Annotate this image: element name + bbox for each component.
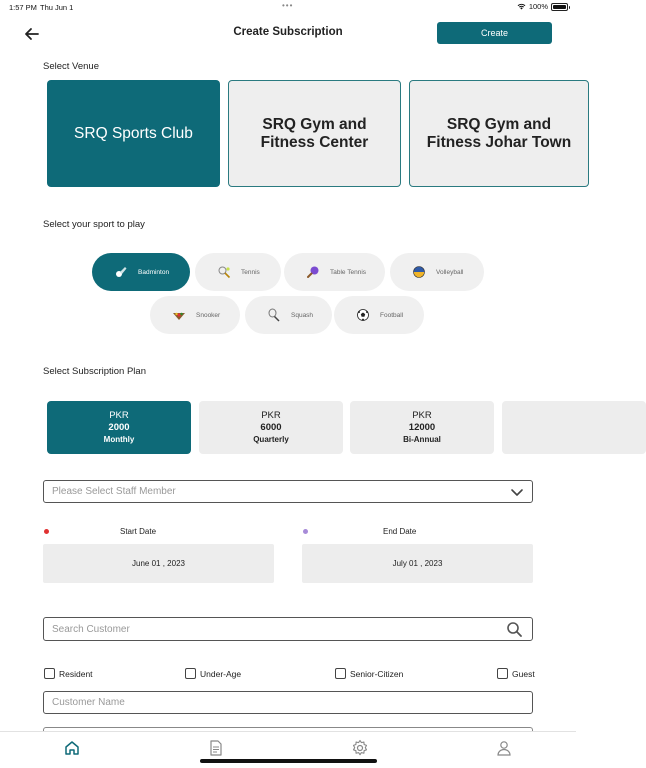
plan-card-partial[interactable] xyxy=(502,401,646,454)
staff-select-placeholder: Please Select Staff Member xyxy=(52,486,176,497)
start-date-label: Start Date xyxy=(120,527,157,536)
plan-card-bi-annual[interactable] xyxy=(350,401,494,454)
checkbox-label: Under-Age xyxy=(200,668,242,679)
header xyxy=(0,20,576,48)
end-date-field[interactable] xyxy=(302,544,533,583)
plan-currency: PKR xyxy=(261,409,281,421)
plan-carousel[interactable] xyxy=(47,401,533,455)
football-icon xyxy=(356,308,370,322)
sport-label: Table Tennis xyxy=(330,268,367,276)
battery-icon xyxy=(551,3,568,11)
sport-chip-football[interactable] xyxy=(334,296,424,334)
plan-section-label: Select Subscription Plan xyxy=(43,366,146,377)
sport-label: Tennis xyxy=(241,268,260,276)
plan-card-monthly[interactable] xyxy=(47,401,191,454)
profile-icon[interactable] xyxy=(495,739,513,757)
search-placeholder: Search Customer xyxy=(52,623,130,635)
home-indicator[interactable] xyxy=(200,759,377,763)
end-date-label: End Date xyxy=(383,527,417,536)
sport-label: Badminton xyxy=(138,268,170,276)
sport-chip-badminton[interactable] xyxy=(92,253,190,291)
checkbox-guest[interactable] xyxy=(497,668,535,679)
checkbox-box[interactable] xyxy=(335,668,346,679)
customer-name-input[interactable] xyxy=(43,691,533,714)
status-time: 1:57 PM xyxy=(9,3,37,12)
plan-amount: 12000 xyxy=(408,421,436,433)
staff-member-select[interactable] xyxy=(43,480,533,503)
checkbox-under-age[interactable] xyxy=(185,668,241,679)
customer-name-placeholder: Customer Name xyxy=(52,697,125,708)
battery-percent: 100% xyxy=(528,2,548,11)
venue-name: SRQ Gym and Fitness Center xyxy=(260,115,369,151)
checkbox-box[interactable] xyxy=(497,668,508,679)
end-date-dot xyxy=(303,529,308,534)
plan-amount: 6000 xyxy=(260,421,282,433)
sport-label: Snooker xyxy=(196,311,221,319)
start-date-field[interactable] xyxy=(43,544,274,583)
venue-name: SRQ Sports Club xyxy=(74,124,193,142)
sport-chip-snooker[interactable] xyxy=(150,296,240,334)
checkbox-box[interactable] xyxy=(185,668,196,679)
sport-label: Squash xyxy=(291,311,314,319)
search-icon[interactable] xyxy=(506,621,523,638)
snooker-cue-icon xyxy=(172,308,186,322)
document-icon[interactable] xyxy=(207,739,225,757)
tennis-racket-icon xyxy=(217,265,231,279)
checkbox-label: Guest xyxy=(512,668,535,679)
venue-card-srq-gym-johar-town[interactable] xyxy=(409,80,589,187)
sport-chip-squash[interactable] xyxy=(245,296,332,334)
plan-period: Monthly xyxy=(103,434,135,444)
venue-carousel[interactable] xyxy=(47,80,572,188)
volleyball-icon xyxy=(412,265,426,279)
sport-chip-volleyball[interactable] xyxy=(390,253,484,291)
venue-card-srq-gym-fitness-center[interactable] xyxy=(228,80,401,187)
checkbox-label: Senior-Citizen xyxy=(350,668,404,679)
start-date-dot xyxy=(44,529,49,534)
shuttlecock-icon xyxy=(114,265,128,279)
status-date: Thu Jun 1 xyxy=(40,3,74,12)
wifi-icon xyxy=(517,3,526,10)
checkbox-box[interactable] xyxy=(44,668,55,679)
page-title: Create Subscription xyxy=(233,26,343,38)
plan-amount: 2000 xyxy=(108,421,130,433)
sport-chip-tennis[interactable] xyxy=(195,253,281,291)
status-bar xyxy=(0,0,576,14)
home-icon[interactable] xyxy=(63,739,81,757)
plan-card-quarterly[interactable] xyxy=(199,401,343,454)
checkbox-senior-citizen[interactable] xyxy=(335,668,403,679)
checkbox-resident[interactable] xyxy=(44,668,93,679)
plan-period: Quarterly xyxy=(253,434,289,444)
settings-icon[interactable] xyxy=(351,739,369,757)
start-date-value: June 01 , 2023 xyxy=(132,559,185,568)
create-button[interactable]: Create xyxy=(437,22,552,44)
checkbox-label: Resident xyxy=(59,668,93,679)
venue-section-label: Select Venue xyxy=(43,61,99,72)
venue-name: SRQ Gym and Fitness Johar Town xyxy=(426,115,572,151)
ping-pong-paddle-icon xyxy=(306,265,320,279)
plan-currency: PKR xyxy=(109,409,129,421)
plan-currency: PKR xyxy=(412,409,432,421)
end-date-value: July 01 , 2023 xyxy=(392,559,443,568)
sport-label: Football xyxy=(380,311,404,319)
plan-period: Bi-Annual xyxy=(403,434,441,444)
chevron-down-icon xyxy=(510,485,524,499)
search-customer-input[interactable] xyxy=(43,617,533,641)
sport-chip-table-tennis[interactable] xyxy=(284,253,385,291)
squash-racket-icon xyxy=(267,308,281,322)
sport-label: Volleyball xyxy=(436,268,464,276)
venue-card-srq-sports-club[interactable] xyxy=(47,80,220,187)
sport-section-label: Select your sport to play xyxy=(43,219,145,230)
multitask-dots[interactable]: ••• xyxy=(282,1,294,10)
